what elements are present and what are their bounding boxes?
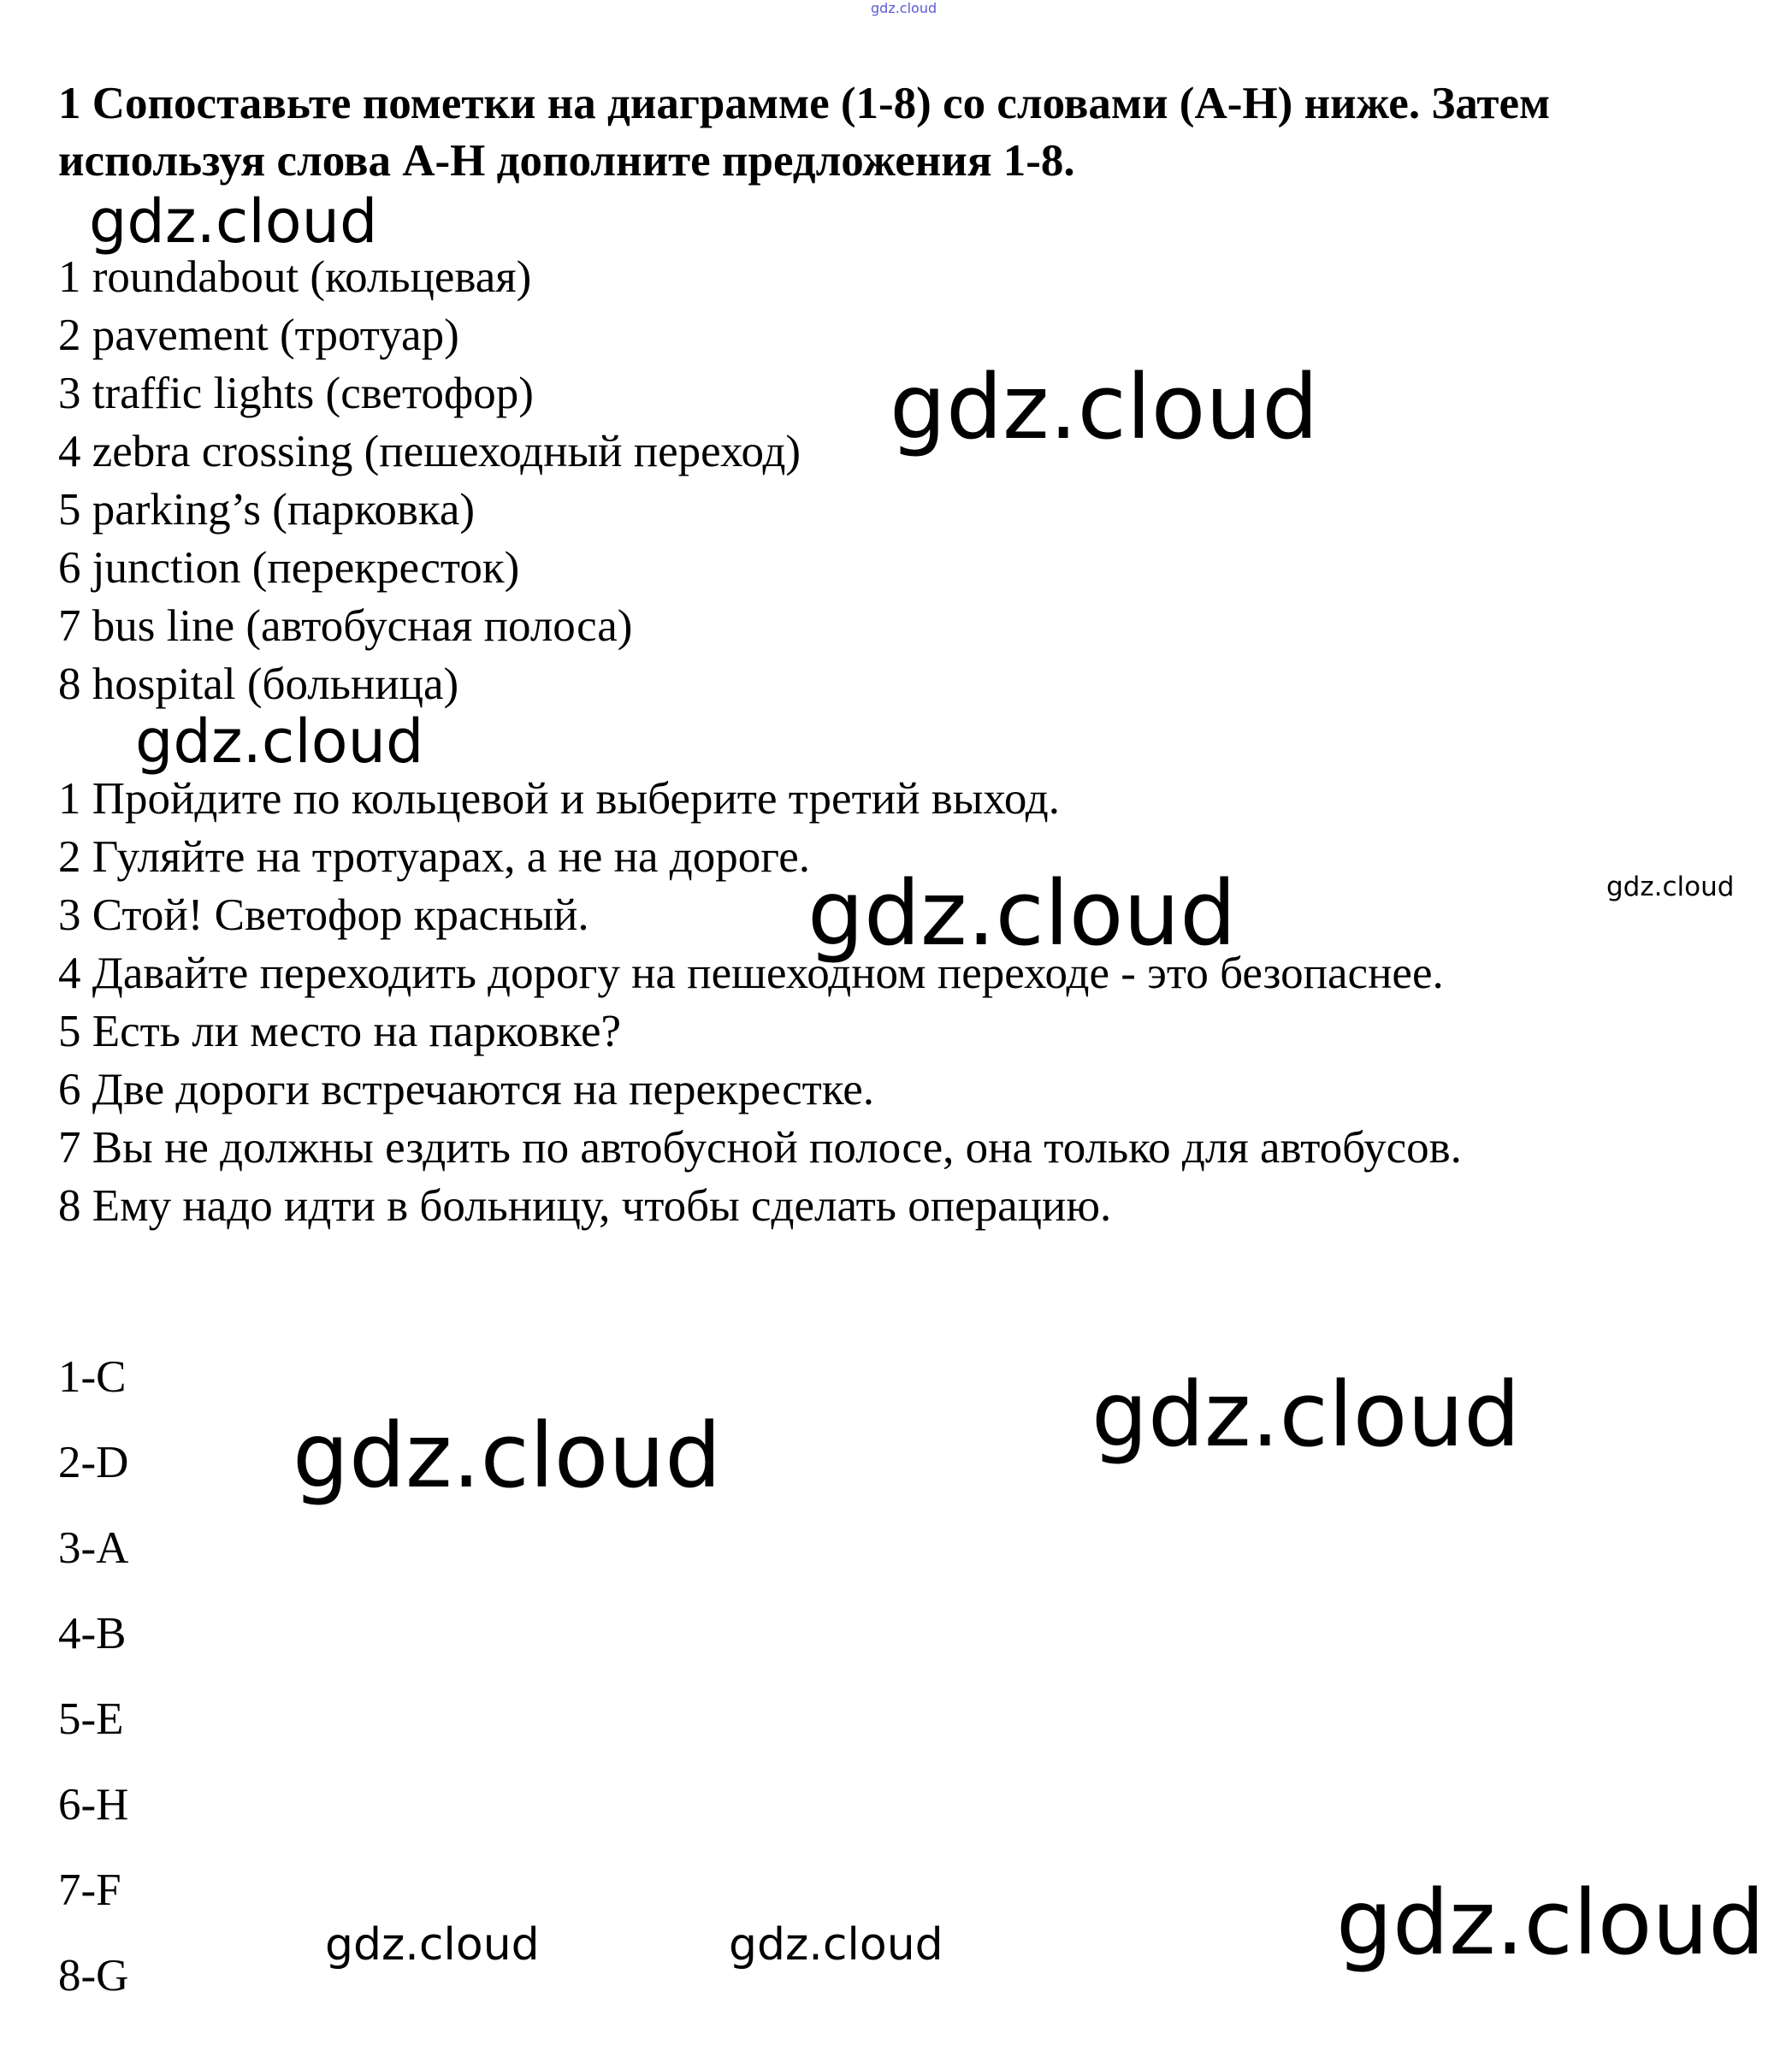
word-item-5: 5 parking’s (парковка) (58, 485, 475, 535)
watermark-10: gdz.cloud (729, 1919, 943, 1971)
answer-item-3: 3-A (58, 1523, 129, 1573)
word-item-1: 1 roundabout (кольцевая) (58, 252, 532, 302)
answer-item-1: 1-C (58, 1352, 127, 1402)
sentence-item-8: 8 Ему надо идти в больницу, чтобы сделать операцию. (58, 1181, 1112, 1231)
word-item-8: 8 hospital (больница) (58, 659, 459, 709)
sentence-item-3: 3 Стой! Светофор красный. (58, 890, 589, 940)
watermark-3: gdz.cloud (135, 706, 424, 777)
sentence-list (58, 770, 1462, 1235)
answer-item-5: 5-E (58, 1694, 124, 1744)
sentence-item-6: 6 Две дороги встречаются на перекрестке. (58, 1065, 875, 1114)
word-item-3: 3 traffic lights (светофор) (58, 369, 534, 418)
watermark-1: gdz.cloud (89, 186, 378, 257)
sentence-item-2: 2 Гуляйте на тротуарах, а не на дороге. (58, 832, 811, 882)
word-list (58, 248, 801, 713)
answer-item-7: 7-F (58, 1865, 121, 1915)
sentence-item-5: 5 Есть ли место на парковке? (58, 1007, 621, 1056)
word-item-2: 2 pavement (тротуар) (58, 310, 459, 360)
task-heading: 1 Сопоставьте пометки на диаграмме (1-8) со словами (A-H) ниже. Затем используя слова A-H дополните предложения 1-8. (58, 79, 1551, 186)
answer-item-2: 2-D (58, 1438, 129, 1487)
word-item-6: 6 junction (перекресток) (58, 543, 520, 593)
answer-item-6: 6-H (58, 1780, 129, 1829)
watermark-7: gdz.cloud (293, 1404, 722, 1508)
top-watermark: gdz.cloud (871, 0, 937, 16)
watermark-6: gdz.cloud (1091, 1362, 1521, 1467)
watermark-9: gdz.cloud (325, 1919, 540, 1971)
answer-item-4: 4-B (58, 1609, 127, 1658)
sentence-item-7: 7 Вы не должны ездить по автобусной полосе, она только для автобусов. (58, 1123, 1462, 1173)
answer-list (58, 1334, 128, 2018)
word-item-4: 4 zebra crossing (пешеходный переход) (58, 427, 801, 476)
sentence-item-4: 4 Давайте переходить дорогу на пешеходном переходе - это безопаснее. (58, 949, 1444, 998)
watermark-8: gdz.cloud (1336, 1871, 1765, 1975)
sentence-item-1: 1 Пройдите по кольцевой и выберите третий выход. (58, 774, 1061, 824)
watermark-4: gdz.cloud (1606, 872, 1735, 902)
watermark-5: gdz.cloud (807, 861, 1237, 966)
word-item-7: 7 bus line (автобусная полоса) (58, 601, 633, 651)
answer-item-8: 8-G (58, 1951, 129, 2001)
watermark-2: gdz.cloud (890, 355, 1319, 459)
